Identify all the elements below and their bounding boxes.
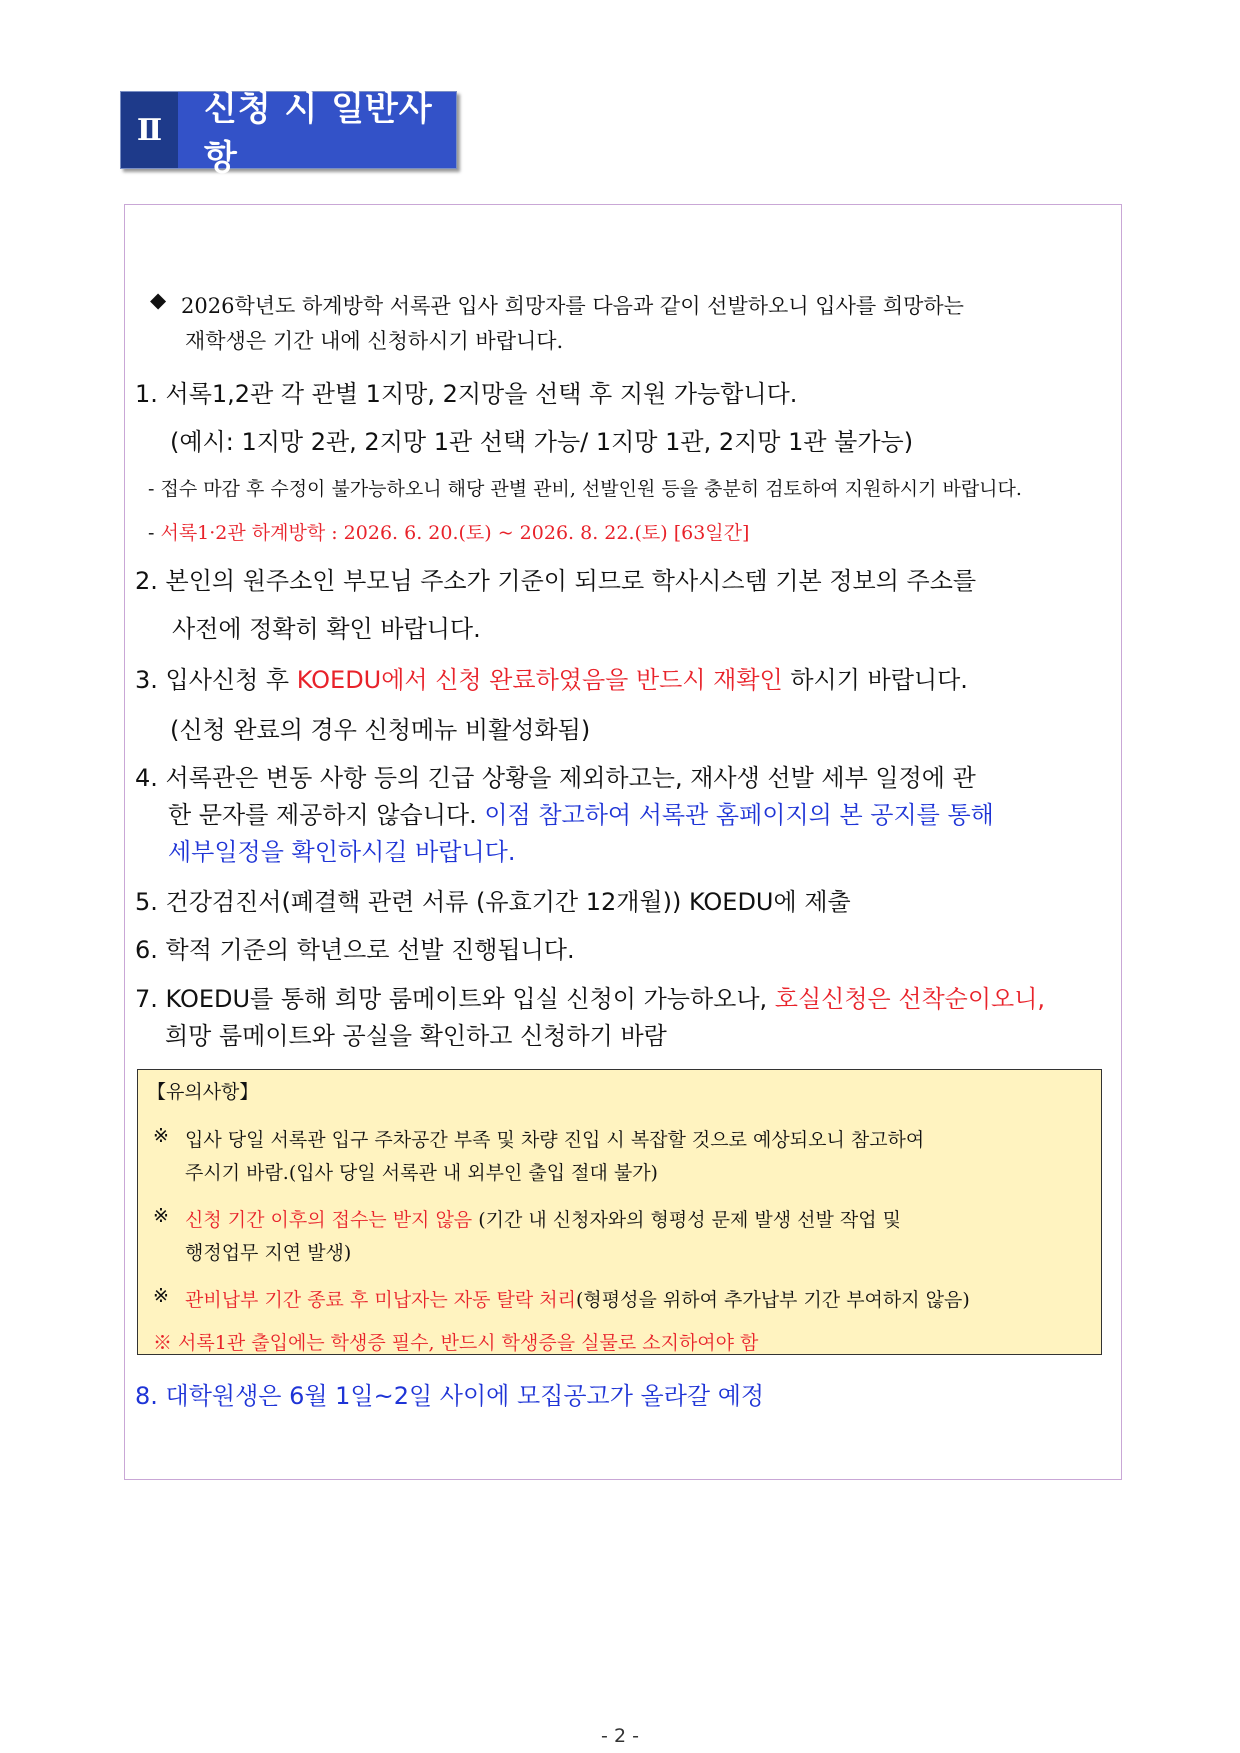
notice-mark-1: ※: [153, 1125, 169, 1147]
notice-4: ※ 서록1관 출입에는 학생증 필수, 반드시 학생증을 실물로 소지하여야 함: [153, 1332, 759, 1354]
notice-mark-2: ※: [153, 1205, 169, 1227]
notice-title: 【유의사항】: [147, 1081, 259, 1103]
item-1-period: [148, 518, 749, 545]
item-8: 8. 대학원생은 6월 1일~2일 사이에 모집공고가 올라갈 예정: [135, 1382, 765, 1410]
item-3-emphasis: KOEDU에서 신청 완료하였음을 반드시 재확인: [296, 666, 783, 694]
item-4-line-2-emphasis: 이점 참고하여 서록관 홈페이지의 본 공지를 통해: [484, 801, 994, 829]
item-7-part-1: 7. KOEDU를 통해 희망 룸메이트와 입실 신청이 가능하오나,: [135, 985, 775, 1013]
notice-3: [185, 1285, 970, 1312]
item-2-line-2: 사전에 정확히 확인 바랍니다.: [172, 615, 481, 643]
period-text: 서록1·2관 하계방학 : 2026. 6. 20.(토) ~ 2026. 8. 22.(토) [63일간]: [160, 522, 750, 544]
notice-2-line-2: 행정업무 지연 발생): [185, 1242, 352, 1264]
item-4-line-2: [168, 795, 994, 830]
item-1-note: - 접수 마감 후 수정이 불가능하오니 해당 관별 관비, 선발인원 등을 충분히 검토하여 지원하시기 바랍니다.: [148, 478, 1022, 500]
item-3-line-2: (신청 완료의 경우 신청메뉴 비활성화됨): [170, 716, 591, 744]
item-2: 2. 본인의 원주소인 부모님 주소가 기준이 되므로 학사시스템 기본 정보의 주소를: [135, 567, 977, 595]
item-7-line-2: 희망 룸메이트와 공실을 확인하고 신청하기 바람: [165, 1022, 667, 1050]
intro-line-1: 2026학년도 하계방학 서록관 입사 희망자를 다음과 같이 선발하오니 입사를 희망하는: [181, 294, 964, 318]
item-5: 5. 건강검진서(폐결핵 관련 서류 (유효기간 12개월)) KOEDU에 제출: [135, 888, 851, 916]
item-1: 1. 서록1,2관 각 관별 1지망, 2지망을 선택 후 지원 가능합니다.: [135, 380, 798, 408]
item-3: [135, 660, 968, 695]
intro-line-2: 재학생은 기간 내에 신청하시기 바랍니다.: [185, 329, 564, 353]
item-7-emphasis: 호실신청은 선착순이오니,: [774, 985, 1046, 1013]
intro-bullet: ◆: [150, 288, 167, 312]
period-dash: -: [148, 522, 161, 544]
item-3-part-3: 하시기 바랍니다.: [782, 666, 968, 694]
notice-mark-3: ※: [153, 1285, 169, 1307]
item-4-line-2-part-1: 한 문자를 제공하지 않습니다.: [168, 801, 485, 829]
item-3-part-1: 3. 입사신청 후: [135, 666, 297, 694]
item-4-line-3: 세부일정을 확인하시길 바랍니다.: [168, 838, 516, 866]
item-1-example: (예시: 1지망 2관, 2지망 1관 선택 가능/ 1지망 1관, 2지망 1관 불가능): [170, 428, 914, 456]
page-number: - 2 -: [601, 1725, 639, 1747]
notice-3-emphasis: 관비납부 기간 종료 후 미납자는 자동 탈락 처리: [185, 1289, 577, 1311]
item-4: 4. 서록관은 변동 사항 등의 긴급 상황을 제외하고는, 재사생 선발 세부 일정에 관: [135, 764, 976, 792]
section-title: 신청 시 일반사항: [178, 92, 456, 168]
item-7: [135, 979, 1045, 1014]
notice-2-emphasis: 신청 기간 이후의 접수는 받지 않음: [185, 1209, 473, 1231]
notice-2-line-1: [185, 1205, 901, 1232]
notice-3-rest: (형평성을 위하여 추가납부 기간 부여하지 않음): [576, 1289, 970, 1311]
notice-1-line-1: 입사 당일 서록관 입구 주차공간 부족 및 차량 진입 시 복잡할 것으로 예상되오니 참고하여: [185, 1129, 925, 1151]
section-header: [120, 89, 457, 178]
notice-1-line-2: 주시기 바람.(입사 당일 서록관 내 외부인 출입 절대 불가): [185, 1162, 658, 1184]
notice-2-rest: (기간 내 신청자와의 형평성 문제 발생 선발 작업 및: [472, 1209, 902, 1231]
item-6: 6. 학적 기준의 학년으로 선발 진행됩니다.: [135, 936, 575, 964]
section-number: Ⅱ: [121, 92, 178, 168]
